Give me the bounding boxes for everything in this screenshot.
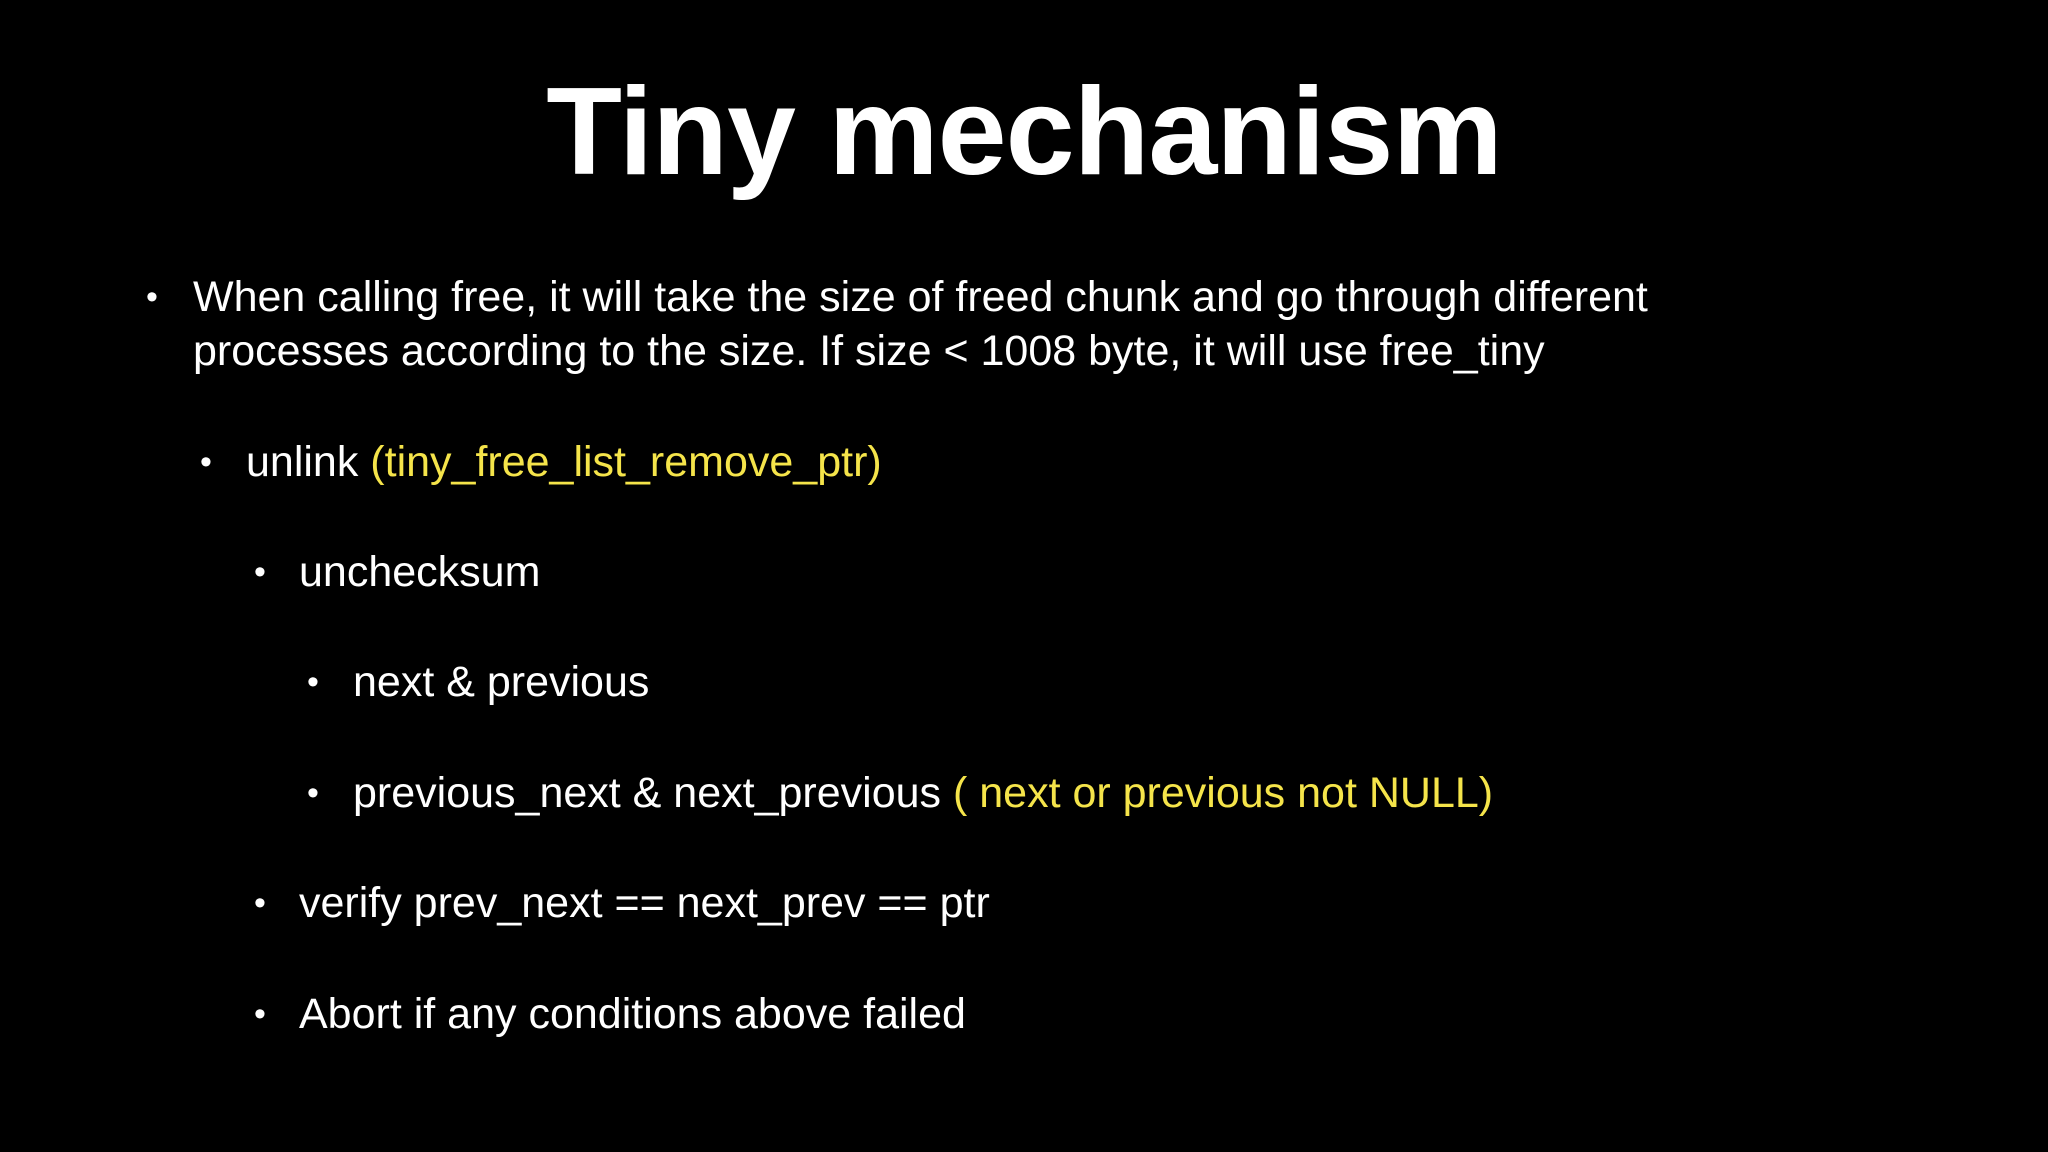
bullet-text	[246, 435, 882, 489]
bullet-free-process	[0, 270, 2048, 380]
bullet-text-line2: processes according to the size. If size < 1008 byte, it will use free_tiny	[193, 327, 1545, 375]
bullet-dot: •	[307, 663, 319, 701]
bullet-dot: •	[146, 278, 158, 316]
slide-title: Tiny mechanism	[546, 63, 1502, 201]
bullet-next-previous	[0, 655, 2048, 709]
bullet-text: unchecksum	[299, 548, 541, 596]
bullet-unchecksum	[0, 545, 2048, 599]
bullet-dot: •	[200, 443, 212, 481]
bullet-text	[353, 766, 1493, 820]
bullet-dot: •	[307, 774, 319, 812]
bullet-text: verify prev_next == next_prev == ptr	[299, 879, 990, 927]
bullet-dot: •	[254, 884, 266, 922]
bullet-accent-text: (tiny_free_list_remove_ptr)	[370, 438, 882, 486]
bullet-verify	[0, 876, 2048, 930]
bullet-accent-text: ( next or previous not NULL)	[952, 769, 1494, 817]
bullet-unlink	[0, 435, 2048, 489]
bullet-abort	[0, 987, 2048, 1041]
bullet-plain-text: previous_next & next_previous	[353, 769, 953, 817]
bullet-plain-text: unlink	[246, 438, 371, 486]
bullet-dot: •	[254, 995, 266, 1033]
bullet-dot: •	[254, 553, 266, 591]
bullet-text-line1: When calling free, it will take the size of freed chunk and go through different	[193, 273, 1648, 321]
bullet-text: next & previous	[353, 658, 650, 706]
bullet-previous-next	[0, 766, 2048, 820]
bullet-text: Abort if any conditions above failed	[299, 990, 966, 1038]
